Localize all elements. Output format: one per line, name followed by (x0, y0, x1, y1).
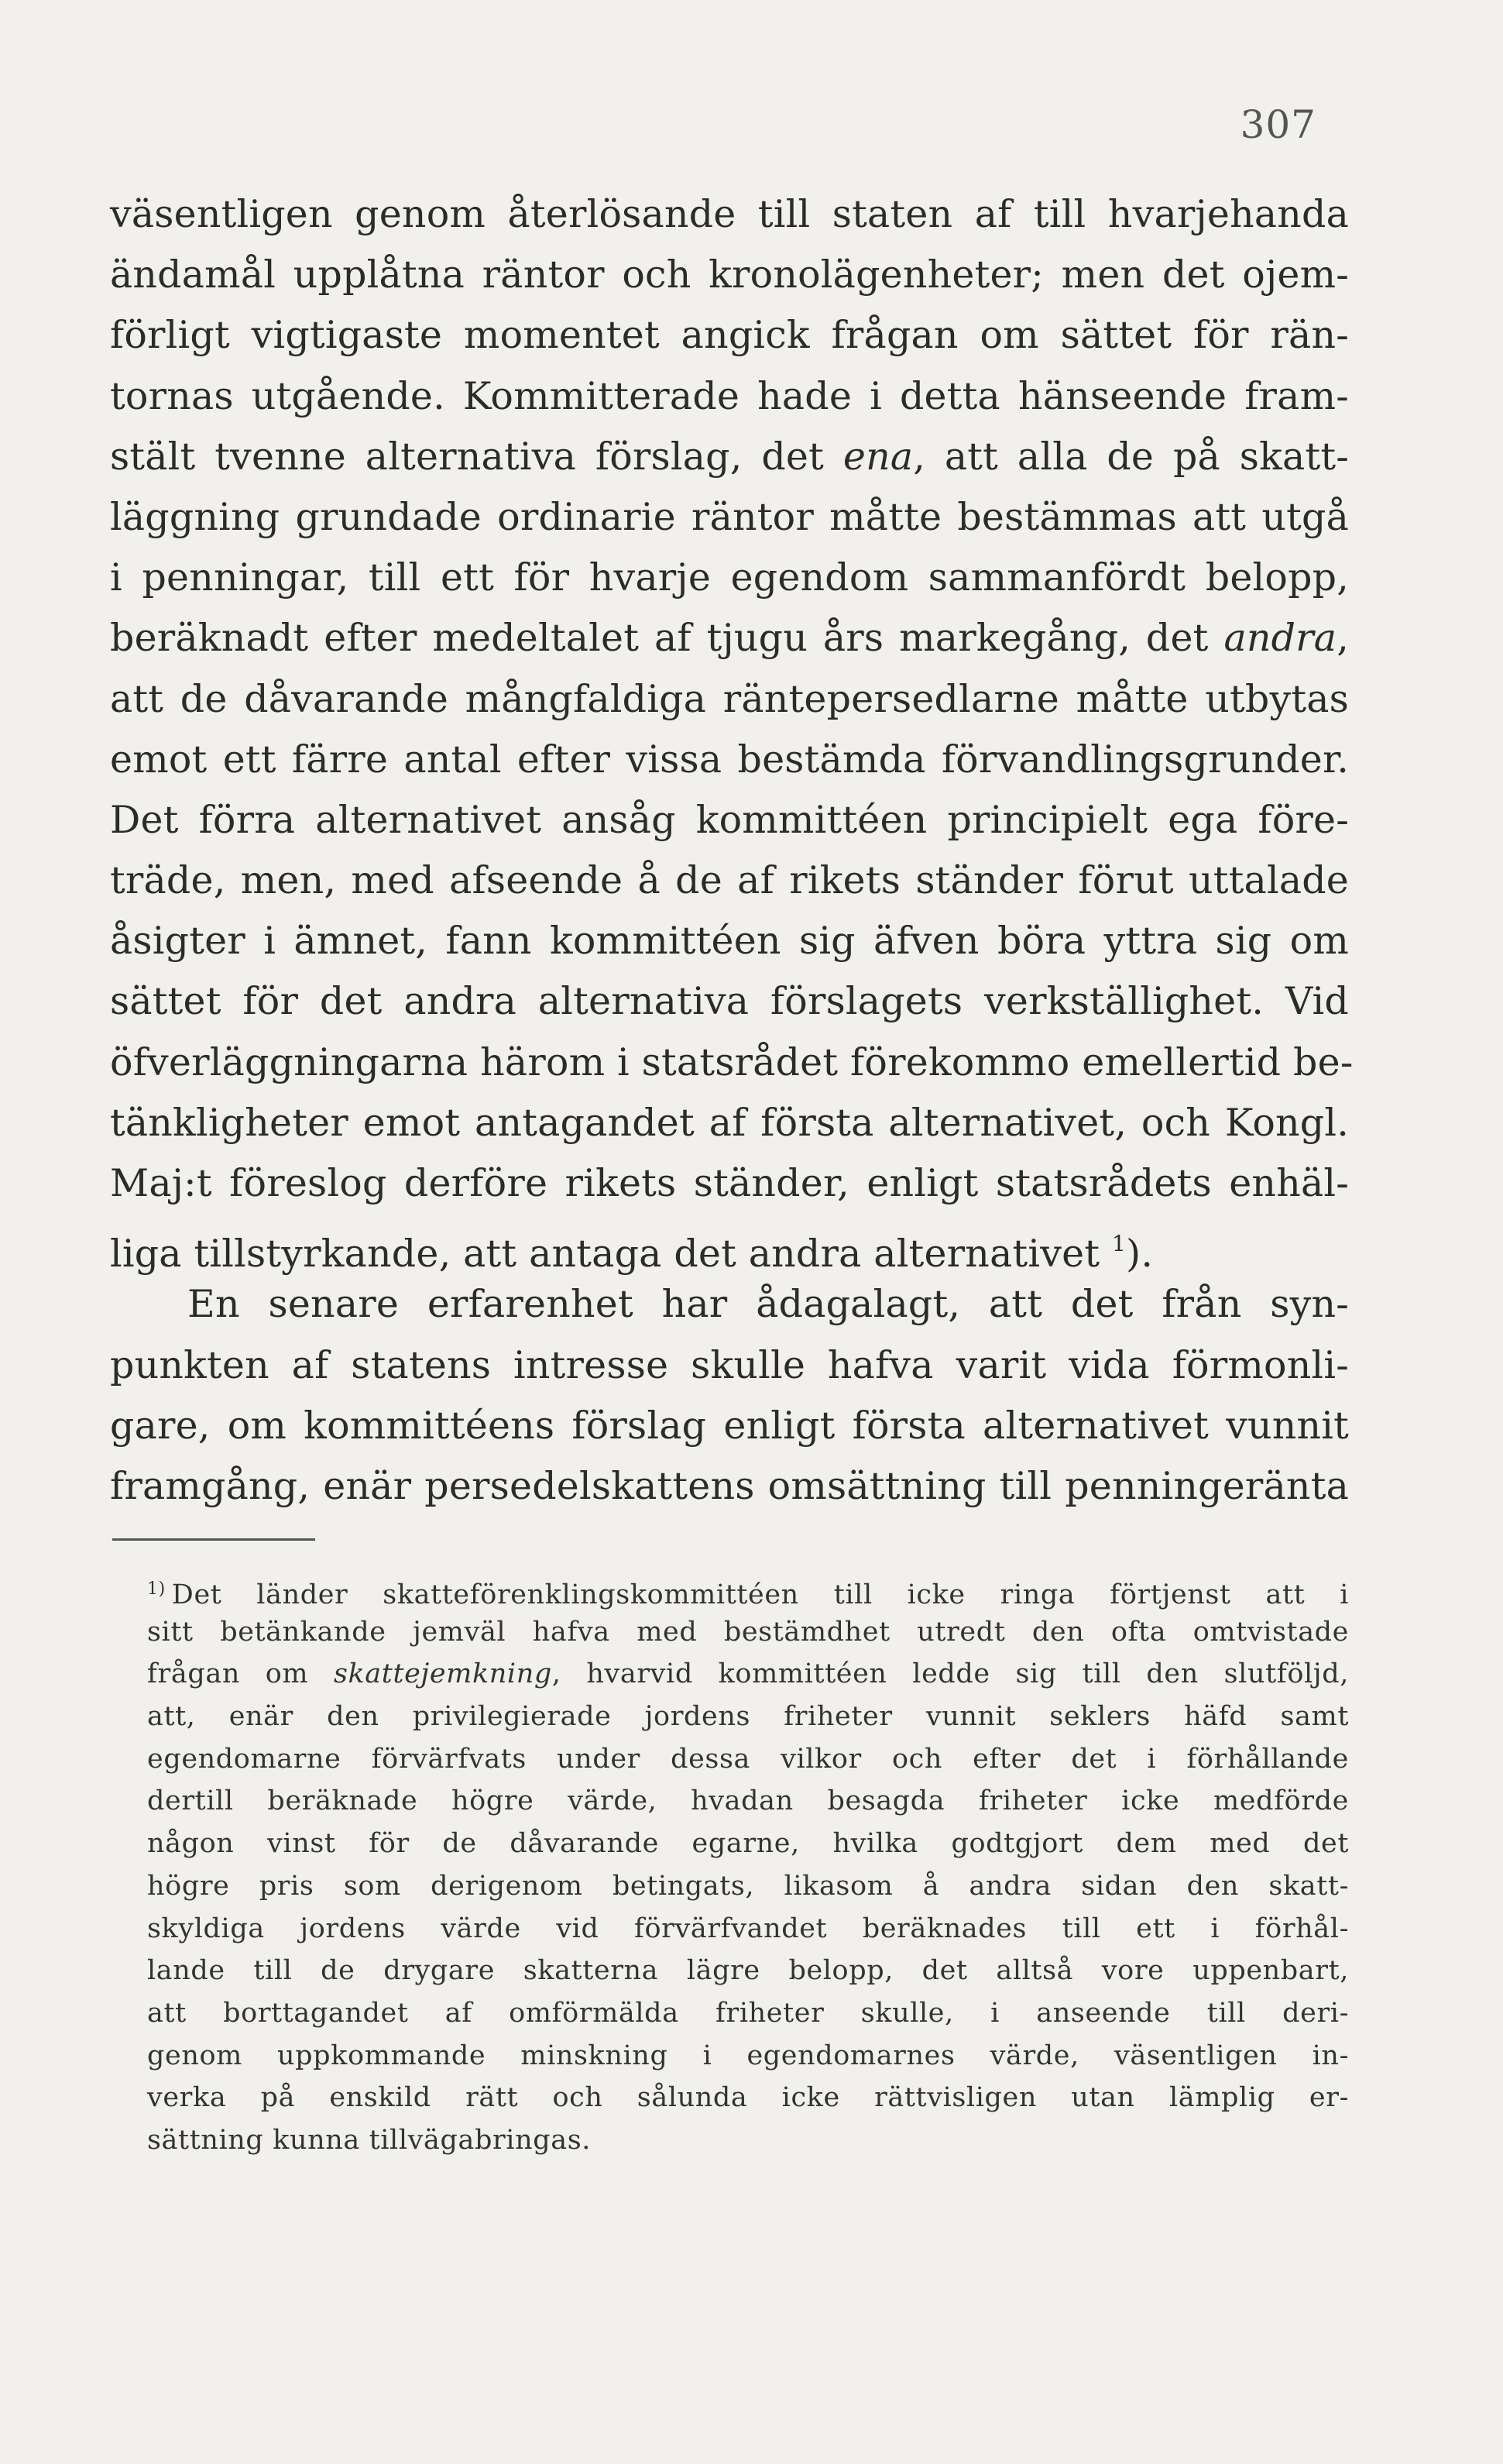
footnote-line: sättning kunna tillvägabringas. (147, 2124, 591, 2156)
footnote-line: dertill beräknade högre värde, hvadan besagda friheter icke medförde (147, 1785, 1349, 1817)
footnote-line: frågan om skattejemkning, hvarvid kommittéen ledde sig till den slutföljd, (147, 1658, 1349, 1690)
footnote-line: egendomarne förvärfvats under dessa vilkor och efter det i förhållande (147, 1743, 1349, 1775)
text-line: i penningar, till ett för hvarje egendom sammanfördt belopp, (110, 555, 1349, 600)
text-line: punkten af statens intresse skulle hafva varit vida förmonli- (110, 1342, 1349, 1387)
footnote (147, 1569, 1349, 2162)
footnote-line: att, enär den privilegierade jordens friheter vunnit seklers häfd samt (147, 1701, 1349, 1733)
text-line: Maj:t föreslog derföre rikets ständer, enligt statsrådets enhäl- (110, 1161, 1349, 1205)
text-line: ändamål upplåtna räntor och kronolägenheter; men det ojem- (110, 253, 1349, 297)
text-line: emot ett färre antal efter vissa bestämda förvandlingsgrunder. (110, 737, 1349, 782)
footnote-line: $^{1)}$ Det länder skatteförenklingskommittéen till icke ringa förtjenst att i (147, 1579, 1349, 1610)
footnote-line: att borttagandet af omförmälda friheter skulle, i anseende till deri- (147, 1997, 1349, 2029)
text-line: stält tvenne alternativa förslag, det ena, att alla de på skatt- (110, 434, 1349, 479)
text-line: liga tillstyrkande, att antaga det andra alternativet $^1$). (110, 1231, 1154, 1277)
body-text (110, 184, 1354, 1517)
emphasis: andra (1223, 616, 1337, 661)
footnote-marker: 1) (147, 1579, 166, 1599)
text-line: att de dåvarande mångfaldiga räntepersedlarne måtte utbytas (110, 676, 1349, 721)
text-line: förligt vigtigaste momentet angick frågan om sättet för rän- (110, 313, 1349, 358)
text-line: gare, om kommittéens förslag enligt första alternativet vunnit (110, 1403, 1349, 1448)
footnote-divider (112, 1538, 315, 1541)
text-line: tornas utgående. Kommitterade hade i detta hänseende fram- (110, 373, 1349, 418)
text-line: träde, men, med afseende å de af rikets ständer förut uttalade (110, 858, 1349, 903)
footnote-line: sitt betänkande jemväl hafva med bestämdhet utredt den ofta omtvistade (147, 1616, 1349, 1648)
text-line: läggning grundade ordinarie räntor måtte bestämmas att utgå (110, 494, 1349, 539)
emphasis: skattejemkning (333, 1658, 552, 1690)
text-line: tänkligheter emot antagandet af första alternativet, och Kongl. (110, 1100, 1349, 1145)
text-line: beräknadt efter medeltalet af tjugu års markegång, det andra, (110, 616, 1349, 661)
text-line: väsentligen genom återlösande till staten af till hvarjehanda (110, 192, 1349, 236)
footnote-line: verka på enskild rätt och sålunda icke rättvisligen utan lämplig er- (147, 2082, 1349, 2114)
footnote-line: genom uppkommande minskning i egendomarnes värde, väsentligen in- (147, 2040, 1349, 2071)
footnote-line: skyldiga jordens värde vid förvärfvandet beräknades till ett i förhål- (147, 1912, 1349, 1944)
emphasis: ena (842, 434, 914, 479)
text-line: framgång, enär persedelskattens omsättning till penningeränta (110, 1463, 1349, 1508)
text-line: sättet för det andra alternativa förslagets verkställighet. Vid (110, 979, 1349, 1024)
footnote-line: lande till de drygare skatterna lägre belopp, det alltså vore uppenbart, (147, 1955, 1349, 1987)
footnote-line: någon vinst för de dåvarande egarne, hvilka godtgjort dem med det (147, 1828, 1349, 1860)
text-line: En senare erfarenhet har ådagalagt, att det från syn- (187, 1282, 1349, 1327)
text-line: Det förra alternativet ansåg kommittéen principielt ega före- (110, 797, 1349, 842)
page-number: 307 (1240, 102, 1316, 147)
text-line: åsigter i ämnet, fann kommittéen sig äfven böra yttra sig om (110, 919, 1349, 964)
footnote-line: högre pris som derigenom betingats, likasom å andra sidan den skatt- (147, 1870, 1349, 1902)
text-line: öfverläggningarna härom i statsrådet förekommo emellertid be- (110, 1040, 1354, 1084)
footnote-reference: 1 (1112, 1231, 1127, 1257)
